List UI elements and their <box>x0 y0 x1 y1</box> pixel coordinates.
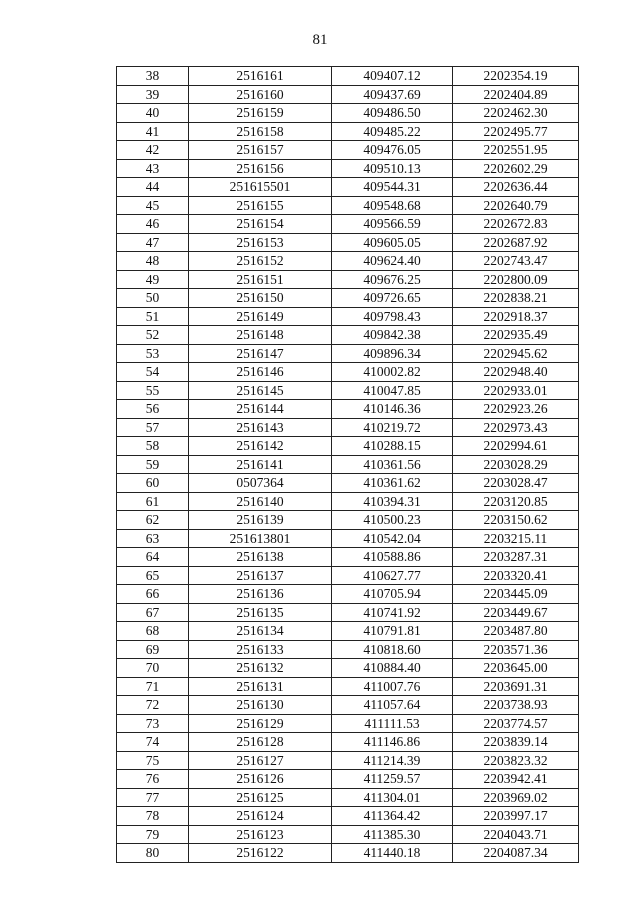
x-coordinate-cell: 409896.34 <box>332 344 453 363</box>
row-number-cell: 59 <box>117 455 189 474</box>
point-id-cell: 2516141 <box>189 455 332 474</box>
point-id-cell: 2516151 <box>189 270 332 289</box>
coordinates-table <box>116 66 579 863</box>
row-number-cell: 54 <box>117 363 189 382</box>
y-coordinate-cell: 2202462.30 <box>453 104 579 123</box>
x-coordinate-cell: 410741.92 <box>332 603 453 622</box>
x-coordinate-cell: 410627.77 <box>332 566 453 585</box>
point-id-cell: 2516137 <box>189 566 332 585</box>
point-id-cell: 2516154 <box>189 215 332 234</box>
x-coordinate-cell: 409437.69 <box>332 85 453 104</box>
y-coordinate-cell: 2203571.36 <box>453 640 579 659</box>
x-coordinate-cell: 410361.62 <box>332 474 453 493</box>
table-row <box>117 363 579 382</box>
table-row <box>117 326 579 345</box>
y-coordinate-cell: 2203320.41 <box>453 566 579 585</box>
point-id-cell: 2516124 <box>189 807 332 826</box>
x-coordinate-cell: 409676.25 <box>332 270 453 289</box>
table-row <box>117 400 579 419</box>
y-coordinate-cell: 2202404.89 <box>453 85 579 104</box>
table-row <box>117 825 579 844</box>
point-id-cell: 2516140 <box>189 492 332 511</box>
point-id-cell: 2516132 <box>189 659 332 678</box>
x-coordinate-cell: 409605.05 <box>332 233 453 252</box>
row-number-cell: 49 <box>117 270 189 289</box>
x-coordinate-cell: 411304.01 <box>332 788 453 807</box>
x-coordinate-cell: 410705.94 <box>332 585 453 604</box>
x-coordinate-cell: 409726.65 <box>332 289 453 308</box>
row-number-cell: 78 <box>117 807 189 826</box>
x-coordinate-cell: 410361.56 <box>332 455 453 474</box>
point-id-cell: 2516160 <box>189 85 332 104</box>
y-coordinate-cell: 2204087.34 <box>453 844 579 863</box>
y-coordinate-cell: 2203445.09 <box>453 585 579 604</box>
table-row <box>117 178 579 197</box>
row-number-cell: 47 <box>117 233 189 252</box>
row-number-cell: 48 <box>117 252 189 271</box>
row-number-cell: 40 <box>117 104 189 123</box>
row-number-cell: 61 <box>117 492 189 511</box>
row-number-cell: 39 <box>117 85 189 104</box>
point-id-cell: 2516127 <box>189 751 332 770</box>
point-id-cell: 2516123 <box>189 825 332 844</box>
x-coordinate-cell: 411146.86 <box>332 733 453 752</box>
point-id-cell: 2516150 <box>189 289 332 308</box>
y-coordinate-cell: 2203487.80 <box>453 622 579 641</box>
table-row <box>117 622 579 641</box>
table-row <box>117 696 579 715</box>
table-row <box>117 511 579 530</box>
table-body <box>117 67 579 863</box>
y-coordinate-cell: 2202945.62 <box>453 344 579 363</box>
table-row <box>117 751 579 770</box>
y-coordinate-cell: 2203738.93 <box>453 696 579 715</box>
y-coordinate-cell: 2202354.19 <box>453 67 579 86</box>
y-coordinate-cell: 2203150.62 <box>453 511 579 530</box>
table-row <box>117 196 579 215</box>
x-coordinate-cell: 410791.81 <box>332 622 453 641</box>
table-row <box>117 529 579 548</box>
table-row <box>117 566 579 585</box>
y-coordinate-cell: 2202743.47 <box>453 252 579 271</box>
x-coordinate-cell: 410542.04 <box>332 529 453 548</box>
y-coordinate-cell: 2203823.32 <box>453 751 579 770</box>
row-number-cell: 53 <box>117 344 189 363</box>
point-id-cell: 2516125 <box>189 788 332 807</box>
point-id-cell: 2516131 <box>189 677 332 696</box>
row-number-cell: 69 <box>117 640 189 659</box>
table-row <box>117 807 579 826</box>
x-coordinate-cell: 409624.40 <box>332 252 453 271</box>
point-id-cell: 0507364 <box>189 474 332 493</box>
table-row <box>117 307 579 326</box>
row-number-cell: 42 <box>117 141 189 160</box>
row-number-cell: 55 <box>117 381 189 400</box>
y-coordinate-cell: 2202838.21 <box>453 289 579 308</box>
row-number-cell: 43 <box>117 159 189 178</box>
row-number-cell: 52 <box>117 326 189 345</box>
y-coordinate-cell: 2203449.67 <box>453 603 579 622</box>
x-coordinate-cell: 411007.76 <box>332 677 453 696</box>
point-id-cell: 2516129 <box>189 714 332 733</box>
x-coordinate-cell: 410288.15 <box>332 437 453 456</box>
point-id-cell: 2516149 <box>189 307 332 326</box>
y-coordinate-cell: 2203774.57 <box>453 714 579 733</box>
point-id-cell: 2516156 <box>189 159 332 178</box>
x-coordinate-cell: 411259.57 <box>332 770 453 789</box>
x-coordinate-cell: 410002.82 <box>332 363 453 382</box>
table-row <box>117 289 579 308</box>
table-row <box>117 67 579 86</box>
row-number-cell: 46 <box>117 215 189 234</box>
point-id-cell: 2516153 <box>189 233 332 252</box>
row-number-cell: 68 <box>117 622 189 641</box>
table-row <box>117 548 579 567</box>
table-row <box>117 640 579 659</box>
row-number-cell: 63 <box>117 529 189 548</box>
point-id-cell: 2516139 <box>189 511 332 530</box>
table-row <box>117 844 579 863</box>
row-number-cell: 60 <box>117 474 189 493</box>
table-row <box>117 418 579 437</box>
row-number-cell: 71 <box>117 677 189 696</box>
x-coordinate-cell: 410146.36 <box>332 400 453 419</box>
table-row <box>117 159 579 178</box>
row-number-cell: 80 <box>117 844 189 863</box>
row-number-cell: 51 <box>117 307 189 326</box>
x-coordinate-cell: 410394.31 <box>332 492 453 511</box>
row-number-cell: 64 <box>117 548 189 567</box>
x-coordinate-cell: 411111.53 <box>332 714 453 733</box>
row-number-cell: 57 <box>117 418 189 437</box>
point-id-cell: 2516136 <box>189 585 332 604</box>
table-row <box>117 585 579 604</box>
point-id-cell: 2516145 <box>189 381 332 400</box>
x-coordinate-cell: 409407.12 <box>332 67 453 86</box>
y-coordinate-cell: 2202602.29 <box>453 159 579 178</box>
table-row <box>117 215 579 234</box>
y-coordinate-cell: 2202636.44 <box>453 178 579 197</box>
row-number-cell: 41 <box>117 122 189 141</box>
row-number-cell: 66 <box>117 585 189 604</box>
table-row <box>117 788 579 807</box>
x-coordinate-cell: 411364.42 <box>332 807 453 826</box>
x-coordinate-cell: 410588.86 <box>332 548 453 567</box>
y-coordinate-cell: 2203839.14 <box>453 733 579 752</box>
table-row <box>117 437 579 456</box>
point-id-cell: 2516134 <box>189 622 332 641</box>
x-coordinate-cell: 411057.64 <box>332 696 453 715</box>
point-id-cell: 2516152 <box>189 252 332 271</box>
row-number-cell: 70 <box>117 659 189 678</box>
row-number-cell: 75 <box>117 751 189 770</box>
table-row <box>117 455 579 474</box>
table-row <box>117 141 579 160</box>
x-coordinate-cell: 410219.72 <box>332 418 453 437</box>
point-id-cell: 2516155 <box>189 196 332 215</box>
y-coordinate-cell: 2203028.47 <box>453 474 579 493</box>
point-id-cell: 2516122 <box>189 844 332 863</box>
row-number-cell: 56 <box>117 400 189 419</box>
x-coordinate-cell: 409510.13 <box>332 159 453 178</box>
point-id-cell: 2516148 <box>189 326 332 345</box>
table-row <box>117 252 579 271</box>
y-coordinate-cell: 2202640.79 <box>453 196 579 215</box>
row-number-cell: 74 <box>117 733 189 752</box>
y-coordinate-cell: 2202933.01 <box>453 381 579 400</box>
x-coordinate-cell: 411440.18 <box>332 844 453 863</box>
table-row <box>117 104 579 123</box>
y-coordinate-cell: 2203691.31 <box>453 677 579 696</box>
point-id-cell: 2516128 <box>189 733 332 752</box>
table-row <box>117 381 579 400</box>
table-row <box>117 603 579 622</box>
x-coordinate-cell: 409798.43 <box>332 307 453 326</box>
x-coordinate-cell: 411385.30 <box>332 825 453 844</box>
y-coordinate-cell: 2203215.11 <box>453 529 579 548</box>
point-id-cell: 2516142 <box>189 437 332 456</box>
x-coordinate-cell: 410884.40 <box>332 659 453 678</box>
row-number-cell: 62 <box>117 511 189 530</box>
point-id-cell: 2516138 <box>189 548 332 567</box>
row-number-cell: 73 <box>117 714 189 733</box>
table-row <box>117 344 579 363</box>
point-id-cell: 2516143 <box>189 418 332 437</box>
y-coordinate-cell: 2203028.29 <box>453 455 579 474</box>
y-coordinate-cell: 2203287.31 <box>453 548 579 567</box>
x-coordinate-cell: 410818.60 <box>332 640 453 659</box>
x-coordinate-cell: 409566.59 <box>332 215 453 234</box>
row-number-cell: 77 <box>117 788 189 807</box>
x-coordinate-cell: 409485.22 <box>332 122 453 141</box>
y-coordinate-cell: 2202687.92 <box>453 233 579 252</box>
table-row <box>117 85 579 104</box>
point-id-cell: 2516158 <box>189 122 332 141</box>
x-coordinate-cell: 411214.39 <box>332 751 453 770</box>
y-coordinate-cell: 2202923.26 <box>453 400 579 419</box>
row-number-cell: 65 <box>117 566 189 585</box>
point-id-cell: 2516147 <box>189 344 332 363</box>
y-coordinate-cell: 2202672.83 <box>453 215 579 234</box>
y-coordinate-cell: 2203942.41 <box>453 770 579 789</box>
y-coordinate-cell: 2202973.43 <box>453 418 579 437</box>
table-row <box>117 733 579 752</box>
point-id-cell: 2516146 <box>189 363 332 382</box>
table-row <box>117 677 579 696</box>
x-coordinate-cell: 410047.85 <box>332 381 453 400</box>
row-number-cell: 44 <box>117 178 189 197</box>
point-id-cell: 2516159 <box>189 104 332 123</box>
row-number-cell: 58 <box>117 437 189 456</box>
x-coordinate-cell: 409548.68 <box>332 196 453 215</box>
table-row <box>117 659 579 678</box>
point-id-cell: 251613801 <box>189 529 332 548</box>
row-number-cell: 50 <box>117 289 189 308</box>
row-number-cell: 76 <box>117 770 189 789</box>
x-coordinate-cell: 409544.31 <box>332 178 453 197</box>
point-id-cell: 2516144 <box>189 400 332 419</box>
y-coordinate-cell: 2203997.17 <box>453 807 579 826</box>
table-row <box>117 770 579 789</box>
x-coordinate-cell: 409842.38 <box>332 326 453 345</box>
table-row <box>117 122 579 141</box>
table-row <box>117 492 579 511</box>
point-id-cell: 2516135 <box>189 603 332 622</box>
point-id-cell: 2516126 <box>189 770 332 789</box>
y-coordinate-cell: 2203120.85 <box>453 492 579 511</box>
table-row <box>117 270 579 289</box>
y-coordinate-cell: 2203969.02 <box>453 788 579 807</box>
page-number: 81 <box>312 32 328 48</box>
table-row <box>117 233 579 252</box>
y-coordinate-cell: 2202495.77 <box>453 122 579 141</box>
row-number-cell: 38 <box>117 67 189 86</box>
y-coordinate-cell: 2202994.61 <box>453 437 579 456</box>
y-coordinate-cell: 2202800.09 <box>453 270 579 289</box>
x-coordinate-cell: 410500.23 <box>332 511 453 530</box>
point-id-cell: 2516133 <box>189 640 332 659</box>
coordinates-table-container <box>116 66 578 863</box>
y-coordinate-cell: 2203645.00 <box>453 659 579 678</box>
row-number-cell: 72 <box>117 696 189 715</box>
x-coordinate-cell: 409476.05 <box>332 141 453 160</box>
point-id-cell: 2516157 <box>189 141 332 160</box>
row-number-cell: 79 <box>117 825 189 844</box>
x-coordinate-cell: 409486.50 <box>332 104 453 123</box>
row-number-cell: 67 <box>117 603 189 622</box>
table-row <box>117 474 579 493</box>
y-coordinate-cell: 2202935.49 <box>453 326 579 345</box>
y-coordinate-cell: 2202948.40 <box>453 363 579 382</box>
table-row <box>117 714 579 733</box>
point-id-cell: 2516161 <box>189 67 332 86</box>
y-coordinate-cell: 2204043.71 <box>453 825 579 844</box>
y-coordinate-cell: 2202551.95 <box>453 141 579 160</box>
point-id-cell: 251615501 <box>189 178 332 197</box>
point-id-cell: 2516130 <box>189 696 332 715</box>
y-coordinate-cell: 2202918.37 <box>453 307 579 326</box>
row-number-cell: 45 <box>117 196 189 215</box>
